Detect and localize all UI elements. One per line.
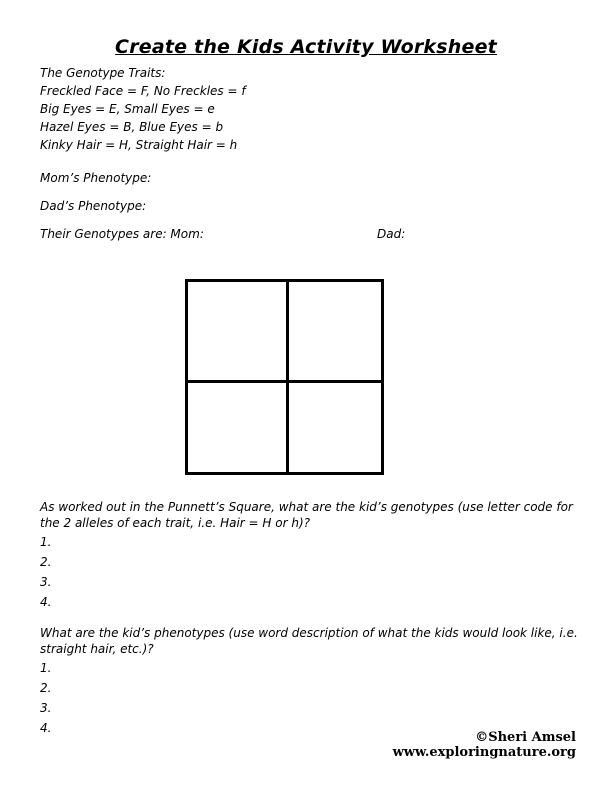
answer-line: 2. [40, 555, 52, 569]
trait-item: Big Eyes = E, Small Eyes = e [40, 102, 215, 116]
trait-item: Hazel Eyes = B, Blue Eyes = b [40, 120, 224, 134]
punnett-square-vertical-divider [286, 282, 289, 472]
dads-phenotype-label: Dad’s Phenotype: [40, 199, 147, 213]
answer-line: 4. [40, 595, 52, 609]
answer-line: 1. [40, 535, 52, 549]
question-phenotypes: What are the kid’s phenotypes (use word description of what the kids would look like, i.e. straight hair, etc.)? [40, 626, 578, 656]
answer-line: 3. [40, 701, 52, 715]
punnett-square-horizontal-divider [188, 380, 381, 383]
credit-author: ©Sheri Amsel [475, 730, 576, 745]
trait-item: Kinky Hair = H, Straight Hair = h [40, 138, 238, 152]
genotypes-mom-label: Their Genotypes are: Mom: [40, 227, 204, 241]
punnett-square [185, 279, 384, 475]
answer-line: 3. [40, 575, 52, 589]
credit-website: www.exploringnature.org [392, 745, 576, 760]
answer-line: 4. [40, 721, 52, 735]
moms-phenotype-label: Mom’s Phenotype: [40, 171, 152, 185]
answer-line: 1. [40, 661, 52, 675]
answer-line: 2. [40, 681, 52, 695]
genotypes-dad-label: Dad: [377, 227, 406, 241]
worksheet-title: Create the Kids Activity Worksheet [115, 36, 497, 58]
question-genotypes: As worked out in the Punnett’s Square, what are the kid’s genotypes (use letter code for the 2 alleles of each trait, i.e. Hair = H or h)? [40, 500, 573, 530]
traits-heading: The Genotype Traits: [40, 66, 166, 80]
trait-item: Freckled Face = F, No Freckles = f [40, 84, 246, 98]
